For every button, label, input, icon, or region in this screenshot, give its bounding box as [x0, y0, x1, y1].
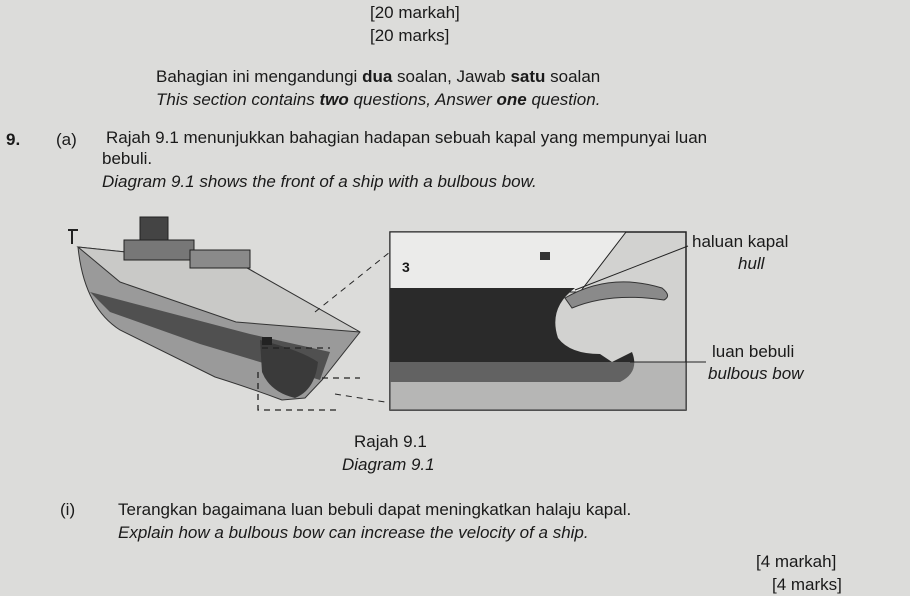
subquestion-number: (i): [60, 500, 76, 519]
question-number: 9.: [6, 130, 21, 149]
label-bow-en: bulbous bow: [708, 364, 804, 383]
label-bow-ms: luan bebuli: [712, 342, 795, 361]
label-hull-en: hull: [738, 254, 765, 273]
section-marks-en: [20 marks]: [370, 26, 450, 45]
instruction-en: This section contains two questions, Answer one question.: [156, 90, 601, 109]
diagram-caption-ms: Rajah 9.1: [354, 432, 427, 451]
section-marks-ms: [20 markah]: [370, 3, 460, 22]
subquestion-marks-ms: [4 markah]: [756, 552, 837, 571]
hull-number: 3: [402, 259, 410, 275]
label-hull-ms: haluan kapal: [692, 232, 789, 251]
question-text-ms-line2: bebuli.: [102, 149, 153, 168]
question-part: (a): [56, 130, 77, 149]
question-text-en: Diagram 9.1 shows the front of a ship with a bulbous bow.: [102, 172, 537, 191]
instruction-ms: Bahagian ini mengandungi dua soalan, Jawab satu soalan: [156, 67, 601, 86]
diagram-caption-en: Diagram 9.1: [342, 455, 435, 474]
ship-body: [68, 217, 360, 400]
question-text-ms-line1: Rajah 9.1 menunjukkan bahagian hadapan sebuah kapal yang mempunyai luan: [106, 128, 708, 147]
subquestion-marks-en: [4 marks]: [772, 575, 842, 594]
diagram-9-1: [0, 212, 910, 412]
subquestion-text-en: Explain how a bulbous bow can increase the velocity of a ship.: [118, 523, 589, 542]
zoom-panel: [390, 232, 686, 410]
subquestion-text-ms: Terangkan bagaimana luan bebuli dapat meningkatkan halaju kapal.: [118, 500, 632, 519]
